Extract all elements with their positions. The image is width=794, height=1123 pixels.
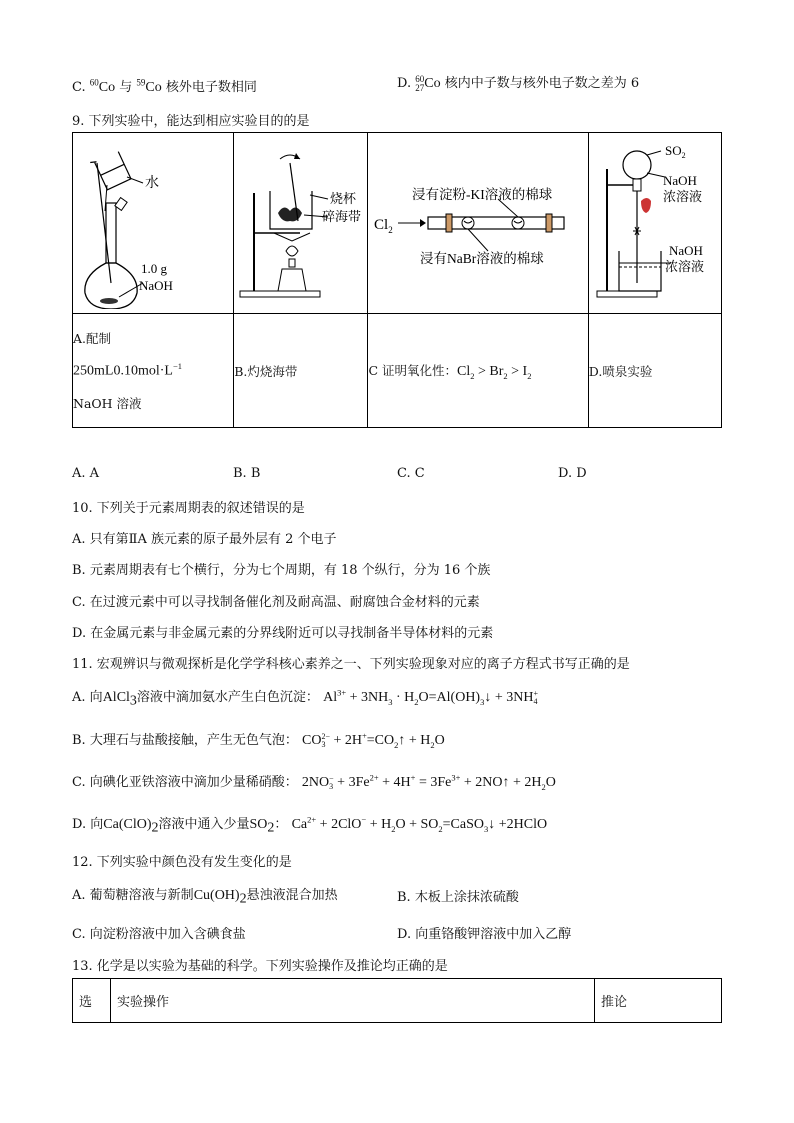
caption-c: C 证明氧化性：$Cl_2 > Br_2 > I_2$ bbox=[368, 314, 588, 428]
q10-option-b: B. 元素周期表有七个横行，分为七个周期，有 18 个纵行，分为 16 个族 bbox=[72, 563, 491, 578]
label-beaker: 烧杯 bbox=[330, 191, 357, 206]
volumetric-flask-figure bbox=[73, 133, 233, 309]
q11-option-a: A. 向AlCl$_3$溶液中滴加氨水产生白色沉淀： $Al^{3+} + 3NH_3$ · $H_2O=Al(OH)_3↓ + 3NH$ + 4 bbox=[72, 687, 538, 709]
halogen-tube-figure bbox=[368, 133, 587, 309]
q9-option-c: C. C bbox=[397, 466, 425, 481]
label-naoh: NaOH bbox=[139, 278, 173, 293]
caption-b: B.灼烧海带 bbox=[234, 314, 368, 428]
caption-a: A.配制 $250mL0.10mol\cdot L^{-1}$ NaOH 溶液 bbox=[73, 314, 234, 428]
label-conc-1: 浓溶液 bbox=[662, 189, 702, 204]
fountain-figure bbox=[589, 133, 721, 309]
caption-d: D.喷泉实验 bbox=[588, 314, 721, 428]
header-inference: 推论 bbox=[595, 979, 722, 1023]
label-kelp: 碎海带 bbox=[322, 209, 362, 224]
label-mass: 1.0 g bbox=[141, 261, 167, 276]
q9-stem: 9. 下列实验中，能达到相应实验目的的是 bbox=[72, 114, 310, 129]
label-so2: $SO_2$ bbox=[664, 143, 686, 160]
header-operation: 实验操作 bbox=[111, 979, 595, 1023]
fig-c-cell bbox=[368, 133, 588, 314]
q12-option-d: D. 向重铬酸钾溶液中加入乙醇 bbox=[397, 927, 572, 942]
q13-table bbox=[72, 978, 722, 1023]
q10-stem: 10. 下列关于元素周期表的叙述错误的是 bbox=[72, 501, 305, 516]
q10-option-d: D. 在金属元素与非金属元素的分界线附近可以寻找制备半导体材料的元素 bbox=[72, 626, 494, 641]
label-water: 水 bbox=[145, 176, 159, 191]
q11-stem: 11. 宏观辨识与微观探析是化学学科核心素养之一、下列实验现象对应的离子方程式书写正确的是 bbox=[72, 657, 630, 672]
label-conc-2: 浓溶液 bbox=[664, 259, 704, 274]
q11-option-b: B. 大理石与盐酸接触，产生无色气泡： CO 2− 3 + $2H^+=CO_2↑ + H_2O$ bbox=[72, 730, 445, 750]
q9-option-d: D. D bbox=[558, 466, 587, 481]
label-naoh-2: NaOH bbox=[668, 243, 703, 258]
fig-d-cell bbox=[588, 133, 721, 314]
q12-stem: 12. 下列实验中颜色没有发生变化的是 bbox=[72, 855, 292, 870]
table-header-row bbox=[73, 979, 722, 1023]
q11-option-d: D. 向$Ca(ClO)_2$溶液中通入少量$SO_2$： $Ca^{2+} + 2ClO^- + H_2O$ + $SO_2=CaSO_3↓$ +2HClO bbox=[72, 814, 548, 836]
q8-option-c: C. $^{60}$Co 与 $^{59}$Co 核外电子数相同 bbox=[72, 77, 257, 95]
q9-option-a: A. A bbox=[72, 466, 100, 481]
q12-option-a: A. 葡萄糖溶液与新制$Cu(OH)_2$悬浊液混合加热 bbox=[72, 888, 338, 907]
q12-option-b: B. 木板上涂抹浓硫酸 bbox=[397, 890, 519, 905]
fig-b-cell bbox=[234, 133, 368, 314]
label-nabr: 浸有NaBr溶液的棉球 bbox=[420, 251, 545, 266]
label-starch-ki: 浸有淀粉-KI溶液的棉球 bbox=[412, 187, 553, 202]
label-naoh-1: NaOH bbox=[662, 173, 697, 188]
q8-option-d: D. 60 27 Co 核内中子数与核外电子数之差为 6 bbox=[397, 73, 640, 93]
kelp-burning-figure bbox=[234, 133, 367, 309]
q11-option-c: C. 向碘化亚铁溶液中滴加少量稀硝酸： 2NO − 3 + $3Fe^{2+} + 4H^+ = 3Fe^{3+}$ + 2NO↑ + $2H_2O$ bbox=[72, 772, 556, 792]
q12-option-c: C. 向淀粉溶液中加入含碘食盐 bbox=[72, 927, 246, 942]
q13-stem: 13. 化学是以实验为基础的科学。下列实验操作及推论均正确的是 bbox=[72, 959, 448, 974]
q10-option-c: C. 在过渡元素中可以寻找制备催化剂及耐高温、耐腐蚀合金材料的元素 bbox=[72, 595, 480, 610]
label-cl2: $Cl_2$ bbox=[374, 217, 394, 235]
q9-experiment-table bbox=[72, 132, 722, 428]
q9-option-b: B. B bbox=[233, 466, 261, 481]
fig-a-cell bbox=[73, 133, 234, 314]
q10-option-a: A. 只有第ⅡA 族元素的原子最外层有 2 个电子 bbox=[72, 532, 337, 547]
header-option: 选 bbox=[73, 979, 111, 1023]
